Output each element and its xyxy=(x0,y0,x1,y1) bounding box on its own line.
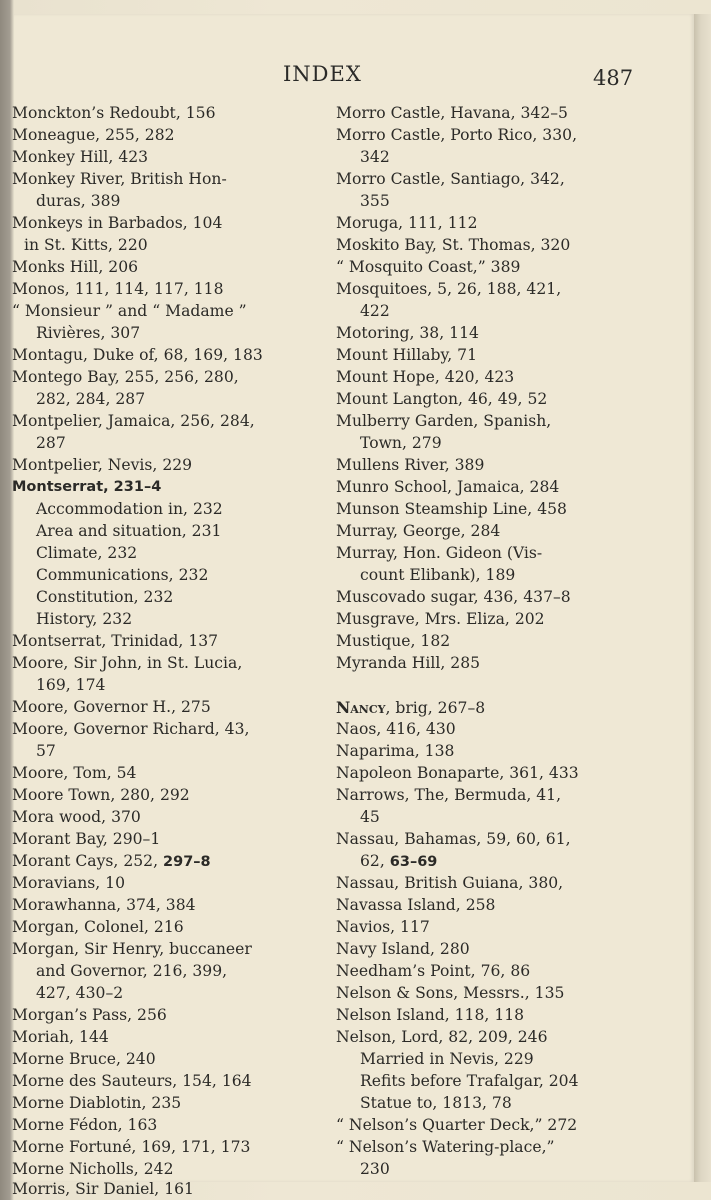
page-edge xyxy=(694,14,711,1182)
index-entry: Moravians, 10 xyxy=(12,874,126,892)
index-subentry: Climate, 232 xyxy=(36,544,138,562)
index-entry: Montserrat, Trinidad, 137 xyxy=(12,632,219,650)
index-entry-continuation: count Elibank), 189 xyxy=(360,566,516,584)
index-entry: Moneague, 255, 282 xyxy=(12,126,175,144)
index-entry: Needham’s Point, 76, 86 xyxy=(336,962,531,980)
index-entry-continuation: 355 xyxy=(360,192,390,210)
index-entry: Morne Fortuné, 169, 171, 173 xyxy=(12,1138,251,1156)
index-entry: “ Mosquito Coast,” 389 xyxy=(336,258,521,276)
index-entry: Mount Langton, 46, 49, 52 xyxy=(336,390,548,408)
index-entry: Mulberry Garden, Spanish, xyxy=(336,412,552,430)
index-entry: Morawhanna, 374, 384 xyxy=(12,896,196,914)
index-entry-continuation: 282, 284, 287 xyxy=(36,390,146,408)
index-entry: Munson Steamship Line, 458 xyxy=(336,500,567,518)
index-entry: Narrows, The, Bermuda, 41, xyxy=(336,786,562,804)
index-entry: Morgan, Sir Henry, buccaneer xyxy=(12,940,252,958)
index-entry: Nelson, Lord, 82, 209, 246 xyxy=(336,1028,548,1046)
index-subentry: Area and situation, 231 xyxy=(36,522,222,540)
index-entry: Moruga, 111, 112 xyxy=(336,214,478,232)
index-entry: Moore, Governor H., 275 xyxy=(12,698,211,716)
entry-text: Morant Cays, 252, xyxy=(12,852,164,870)
index-heading-montserrat: Montserrat, 231–4 xyxy=(12,479,162,495)
index-entry-continuation: 230 xyxy=(360,1160,390,1178)
index-entry: Montpelier, Nevis, 229 xyxy=(12,456,193,474)
index-entry: Monkey River, British Hon- xyxy=(12,170,227,188)
index-entry: Muscovado sugar, 436, 437–8 xyxy=(336,588,571,606)
index-entry: Moore Town, 280, 292 xyxy=(12,786,190,804)
index-entry-continuation: 57 xyxy=(36,742,56,760)
index-entry xyxy=(12,851,211,873)
page-number: 487 xyxy=(593,66,634,90)
index-entry: Morro Castle, Santiago, 342, xyxy=(336,170,565,188)
index-entry-continuation xyxy=(360,851,437,873)
index-entry-continuation: Rivières, 307 xyxy=(36,324,141,342)
index-entry-continuation: duras, 389 xyxy=(36,192,121,210)
index-entry: Navassa Island, 258 xyxy=(336,896,496,914)
index-entry-continuation: 287 xyxy=(36,434,66,452)
index-entry-continuation: 45 xyxy=(360,808,380,826)
index-entry: Mullens River, 389 xyxy=(336,456,485,474)
index-entry: Morris, Sir Daniel, 161 xyxy=(12,1180,194,1198)
entry-text: 62, xyxy=(360,852,390,870)
index-entry: Napoleon Bonaparte, 361, 433 xyxy=(336,764,579,782)
index-subentry: Refits before Trafalgar, 204 xyxy=(360,1072,579,1090)
index-entry: Morne Fédon, 163 xyxy=(12,1116,158,1134)
index-subentry: Communications, 232 xyxy=(36,566,209,584)
index-entry: Nassau, British Guiana, 380, xyxy=(336,874,564,892)
index-entry: Mosquitoes, 5, 26, 188, 421, xyxy=(336,280,562,298)
index-subentry: Married in Nevis, 229 xyxy=(360,1050,534,1068)
index-entry: Monkeys in Barbados, 104 xyxy=(12,214,223,232)
index-entry: Montpelier, Jamaica, 256, 284, xyxy=(12,412,255,430)
index-entry: Morne Diablotin, 235 xyxy=(12,1094,182,1112)
index-entry: Morgan’s Pass, 256 xyxy=(12,1006,167,1024)
index-entry: Mora wood, 370 xyxy=(12,808,141,826)
index-entry: Monos, 111, 114, 117, 118 xyxy=(12,280,224,298)
bold-page-range: 63–69 xyxy=(389,854,438,870)
index-entry: Naos, 416, 430 xyxy=(336,720,456,738)
bold-page-range: 297–8 xyxy=(163,854,211,870)
index-entry: Musgrave, Mrs. Eliza, 202 xyxy=(336,610,545,628)
index-entry: Morro Castle, Porto Rico, 330, xyxy=(336,126,578,144)
index-entry: Navios, 117 xyxy=(336,918,430,936)
running-head-title: INDEX xyxy=(283,62,362,86)
index-entry: Murray, George, 284 xyxy=(336,522,501,540)
index-entry xyxy=(336,697,485,719)
index-entry: Munro School, Jamaica, 284 xyxy=(336,478,560,496)
index-entry: Morne Nicholls, 242 xyxy=(12,1160,174,1178)
index-entry: Monckton’s Redoubt, 156 xyxy=(12,104,216,122)
index-entry: Nelson Island, 118, 118 xyxy=(336,1006,525,1024)
index-entry-continuation: 169, 174 xyxy=(36,676,106,694)
index-entry: Mount Hillaby, 71 xyxy=(336,346,477,364)
index-entry: Mustique, 182 xyxy=(336,632,451,650)
index-entry: Monkey Hill, 423 xyxy=(12,148,149,166)
entry-text: , brig, 267–8 xyxy=(385,699,486,717)
index-entry: Moore, Governor Richard, 43, xyxy=(12,720,250,738)
index-entry: Murray, Hon. Gideon (Vis- xyxy=(336,544,543,562)
index-entry: Morro Castle, Havana, 342–5 xyxy=(336,104,568,122)
index-entry: Morne Bruce, 240 xyxy=(12,1050,156,1068)
index-entry: “ Nelson’s Quarter Deck,” 272 xyxy=(336,1116,578,1134)
index-entry-continuation: 342 xyxy=(360,148,390,166)
index-entry: Nassau, Bahamas, 59, 60, 61, xyxy=(336,830,571,848)
index-entry-continuation: and Governor, 216, 399, xyxy=(36,962,228,980)
index-entry-continuation: 422 xyxy=(360,302,390,320)
index-subentry: Statue to, 1813, 78 xyxy=(360,1094,512,1112)
index-entry: “ Monsieur ” and “ Madame ” xyxy=(12,302,247,320)
index-entry: Myranda Hill, 285 xyxy=(336,654,481,672)
index-subentry: Constitution, 232 xyxy=(36,588,174,606)
index-entry: Moore, Sir John, in St. Lucia, xyxy=(12,654,243,672)
index-subentry: in St. Kitts, 220 xyxy=(24,236,148,254)
index-entry: Mount Hope, 420, 423 xyxy=(336,368,515,386)
index-entry-continuation: Town, 279 xyxy=(360,434,442,452)
index-entry: Montagu, Duke of, 68, 169, 183 xyxy=(12,346,263,364)
index-entry: Monks Hill, 206 xyxy=(12,258,139,276)
index-entry: Montego Bay, 255, 256, 280, xyxy=(12,368,239,386)
index-entry: Motoring, 38, 114 xyxy=(336,324,479,342)
ship-name-nancy: Nancy xyxy=(336,698,386,717)
index-entry: Morgan, Colonel, 216 xyxy=(12,918,184,936)
index-entry: Moore, Tom, 54 xyxy=(12,764,137,782)
index-entry: Morne des Sauteurs, 154, 164 xyxy=(12,1072,252,1090)
index-entry: Navy Island, 280 xyxy=(336,940,470,958)
index-entry: Moskito Bay, St. Thomas, 320 xyxy=(336,236,571,254)
index-entry-continuation: 427, 430–2 xyxy=(36,984,124,1002)
index-entry: Naparima, 138 xyxy=(336,742,455,760)
index-subentry: History, 232 xyxy=(36,610,133,628)
index-entry: Morant Bay, 290–1 xyxy=(12,830,161,848)
index-entry: “ Nelson’s Watering-place,” xyxy=(336,1138,555,1156)
index-entry: Nelson & Sons, Messrs., 135 xyxy=(336,984,565,1002)
index-entry: Moriah, 144 xyxy=(12,1028,109,1046)
index-subentry: Accommodation in, 232 xyxy=(36,500,223,518)
